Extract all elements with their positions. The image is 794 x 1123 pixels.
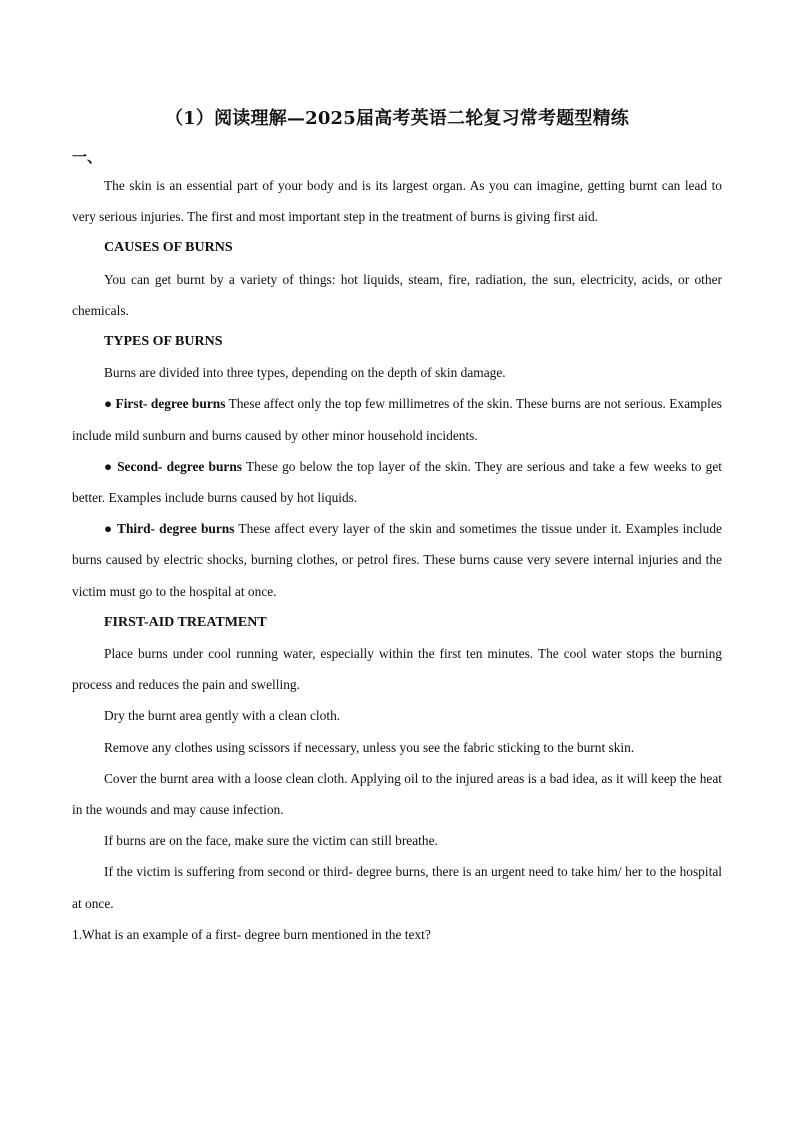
question-1: 1.What is an example of a first- degree burn mentioned in the text?: [72, 926, 431, 942]
treatment-step: If burns are on the face, make sure the victim can still breathe.: [104, 833, 438, 849]
causes-heading: CAUSES OF BURNS: [104, 240, 233, 256]
bullet-marker-icon: ●: [104, 396, 113, 412]
bullet-marker-icon: ●: [104, 521, 113, 537]
treatment-step: Remove any clothes using scissors if necessary, unless you see the fabric sticking to the burnt skin.: [104, 739, 635, 755]
bullet-text-second-degree: These go below the top layer of the skin. They are serious and take a few weeks to get better. Examples include burns caused by hot liquids.: [72, 458, 723, 506]
intro-paragraph: The skin is an essential part of your body and is its largest organ. As you can imagine, getting burnt can lead to very serious injuries. The first and most important step in the treatment of burns is giving first aid.: [72, 178, 722, 225]
bullet-second-degree: [72, 451, 722, 513]
types-intro-paragraph: Burns are divided into three types, depending on the depth of skin damage.: [104, 365, 506, 381]
bullet-first-degree: [72, 388, 722, 450]
treatment-step: Place burns under cool running water, especially within the first ten minutes. The cool water stops the burning process and reduces the pain and swelling.: [72, 646, 722, 693]
passage-body: [72, 170, 722, 950]
bullet-text-first-degree: These affect only the top few millimetres of the skin. These burns are not serious. Examples include mild sunburn and burns caused by other minor household incidents.: [72, 396, 722, 443]
treatment-step: Dry the burnt area gently with a clean cloth.: [104, 708, 341, 724]
treatment-step: Cover the burnt area with a loose clean cloth. Applying oil to the injured areas is a bad idea, as it will keep the heat in the wounds and may cause infection.: [72, 770, 722, 818]
treatment-heading: FIRST-AID TREATMENT: [104, 614, 267, 630]
treatment-step: If the victim is suffering from second or third- degree burns, there is an urgent need to take him/ her to the hospital at once.: [72, 864, 722, 911]
document-title: （1）阅读理解—2025届高考英语二轮复习常考题型精练: [164, 108, 630, 129]
bullet-label-second-degree: Second- degree burns: [117, 458, 243, 474]
causes-paragraph: You can get burnt by a variety of things: hot liquids, steam, fire, radiation, the sun, electricity, acids, or other chemicals.: [72, 271, 722, 318]
bullet-label-third-degree: Third- degree burns: [117, 521, 235, 537]
bullet-label-first-degree: First- degree burns: [115, 396, 226, 412]
section-number: 一、: [72, 148, 103, 166]
types-heading: TYPES OF BURNS: [104, 334, 223, 350]
bullet-marker-icon: ●: [104, 458, 113, 474]
bullet-text-third-degree: These affect every layer of the skin and sometimes the tissue under it. Examples include burns caused by electric shocks, burning clothes, or petrol fires. These burns cause very severe internal injuries and the victim must go to the hospital at once.: [72, 521, 722, 599]
bullet-third-degree: [72, 513, 722, 607]
